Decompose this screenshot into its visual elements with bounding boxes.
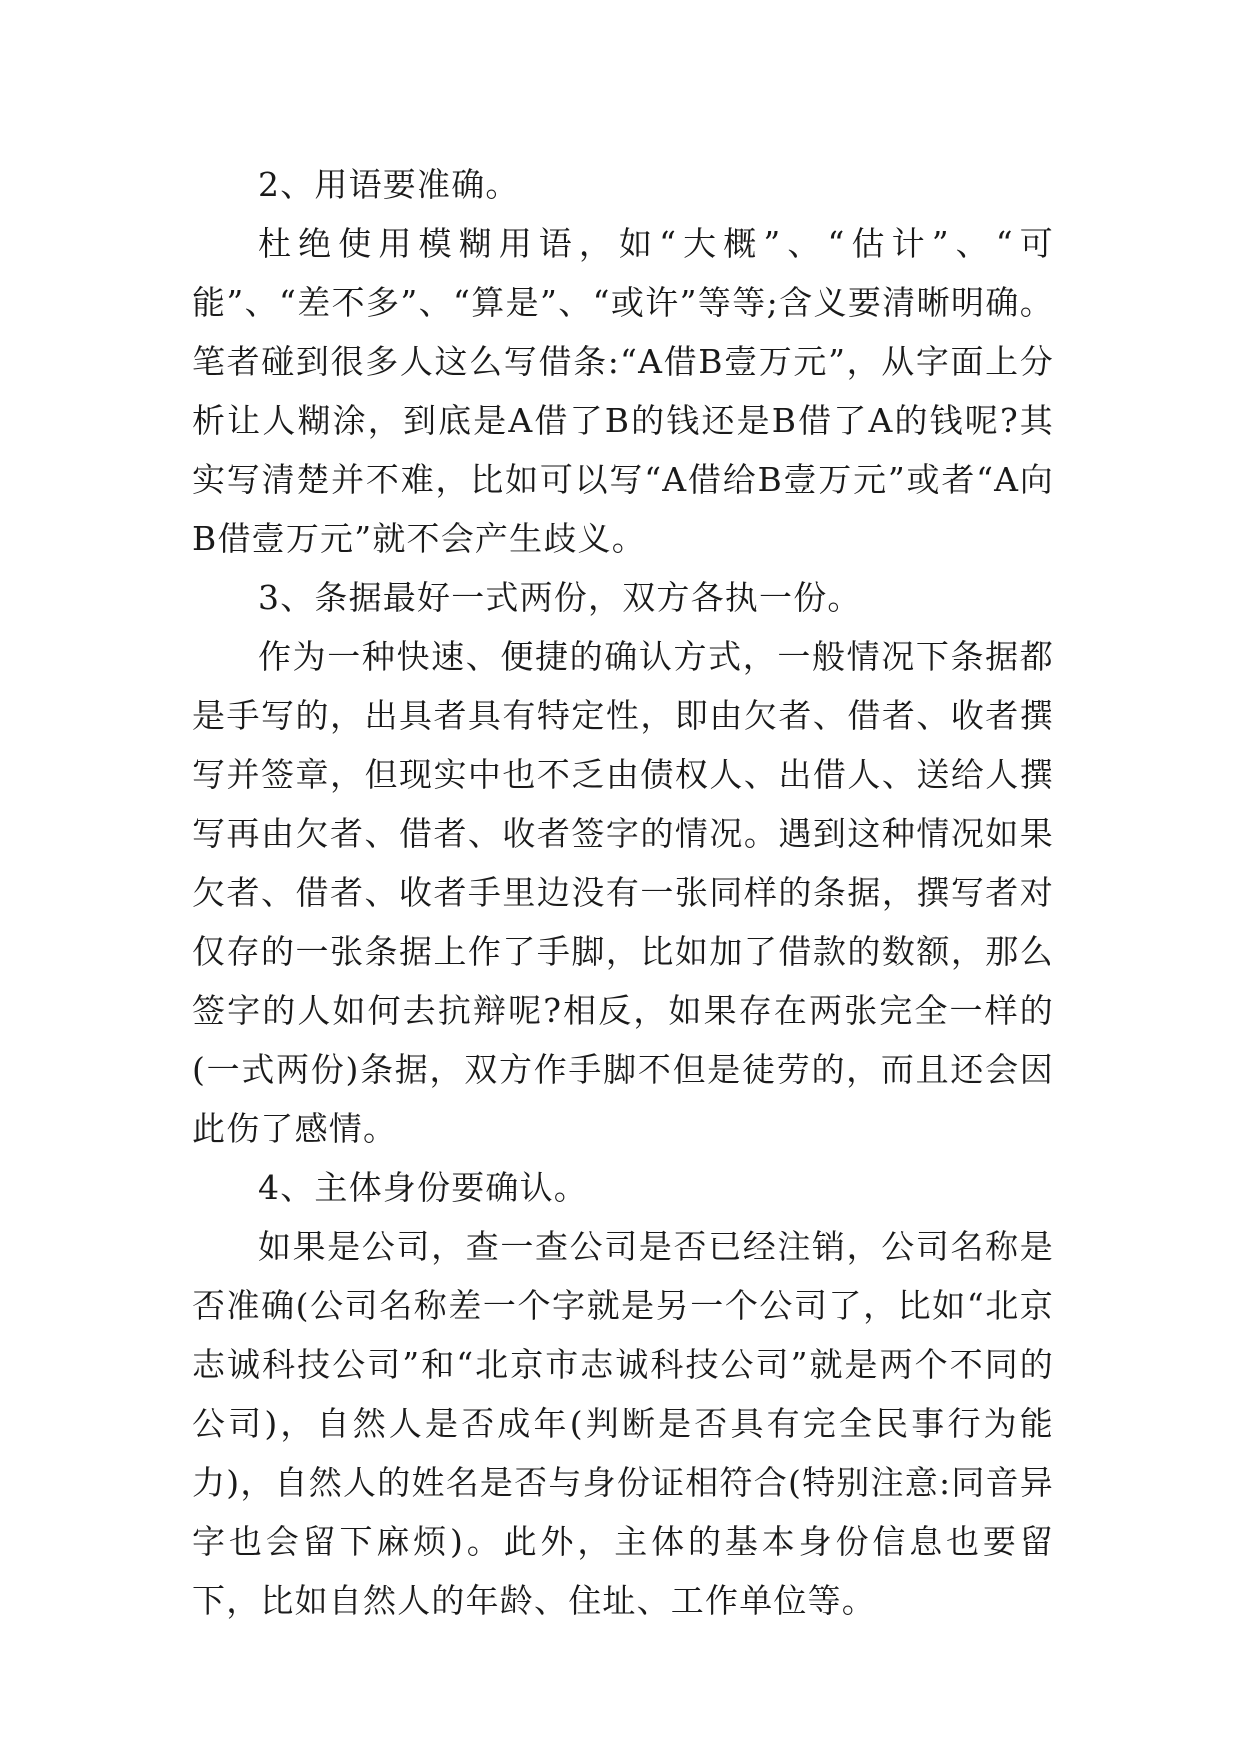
document-body — [192, 155, 1054, 1630]
heading-accurate-wording: 2、用语要准确。 — [258, 165, 520, 204]
heading-duplicate-copies: 3、条据最好一式两份，双方各执一份。 — [258, 578, 862, 617]
heading-identity-verification: 4、主体身份要确认。 — [258, 1168, 588, 1207]
paragraph-identity-verification: 如果是公司，查一查公司是否已经注销，公司名称是否准确(公司名称差一个字就是另一个公司了，比如“北京志诚科技公司”和“北京市志诚科技公司”就是两个不同的公司)，自然人是否成年(判断是否具有完全民事行为能力)，自然人的姓名是否与身份证相符合(特别注意:同音异字也会留下麻烦)。此外，主体的基本身份信息也要留下，比如自然人的年龄、住址、工作单位等。 — [192, 1227, 1054, 1620]
paragraph-accurate-wording: 杜绝使用模糊用语，如“大概”、“估计”、“可能”、“差不多”、“算是”、“或许”等等;含义要清晰明确。笔者碰到很多人这么写借条:“A借B壹万元”，从字面上分析让人糊涂，到底是A借了B的钱还是B借了A的钱呢?其实写清楚并不难，比如可以写“A借给B壹万元”或者“A向B借壹万元”就不会产生歧义。 — [192, 224, 1054, 558]
paragraph-duplicate-copies: 作为一种快速、便捷的确认方式，一般情况下条据都是手写的，出具者具有特定性，即由欠者、借者、收者撰写并签章，但现实中也不乏由债权人、出借人、送给人撰写再由欠者、借者、收者签字的情况。遇到这种情况如果欠者、借者、收者手里边没有一张同样的条据，撰写者对仅存的一张条据上作了手脚，比如加了借款的数额，那么签字的人如何去抗辩呢?相反，如果存在两张完全一样的(一式两份)条据，双方作手脚不但是徒劳的，而且还会因此伤了感情。 — [192, 637, 1054, 1148]
